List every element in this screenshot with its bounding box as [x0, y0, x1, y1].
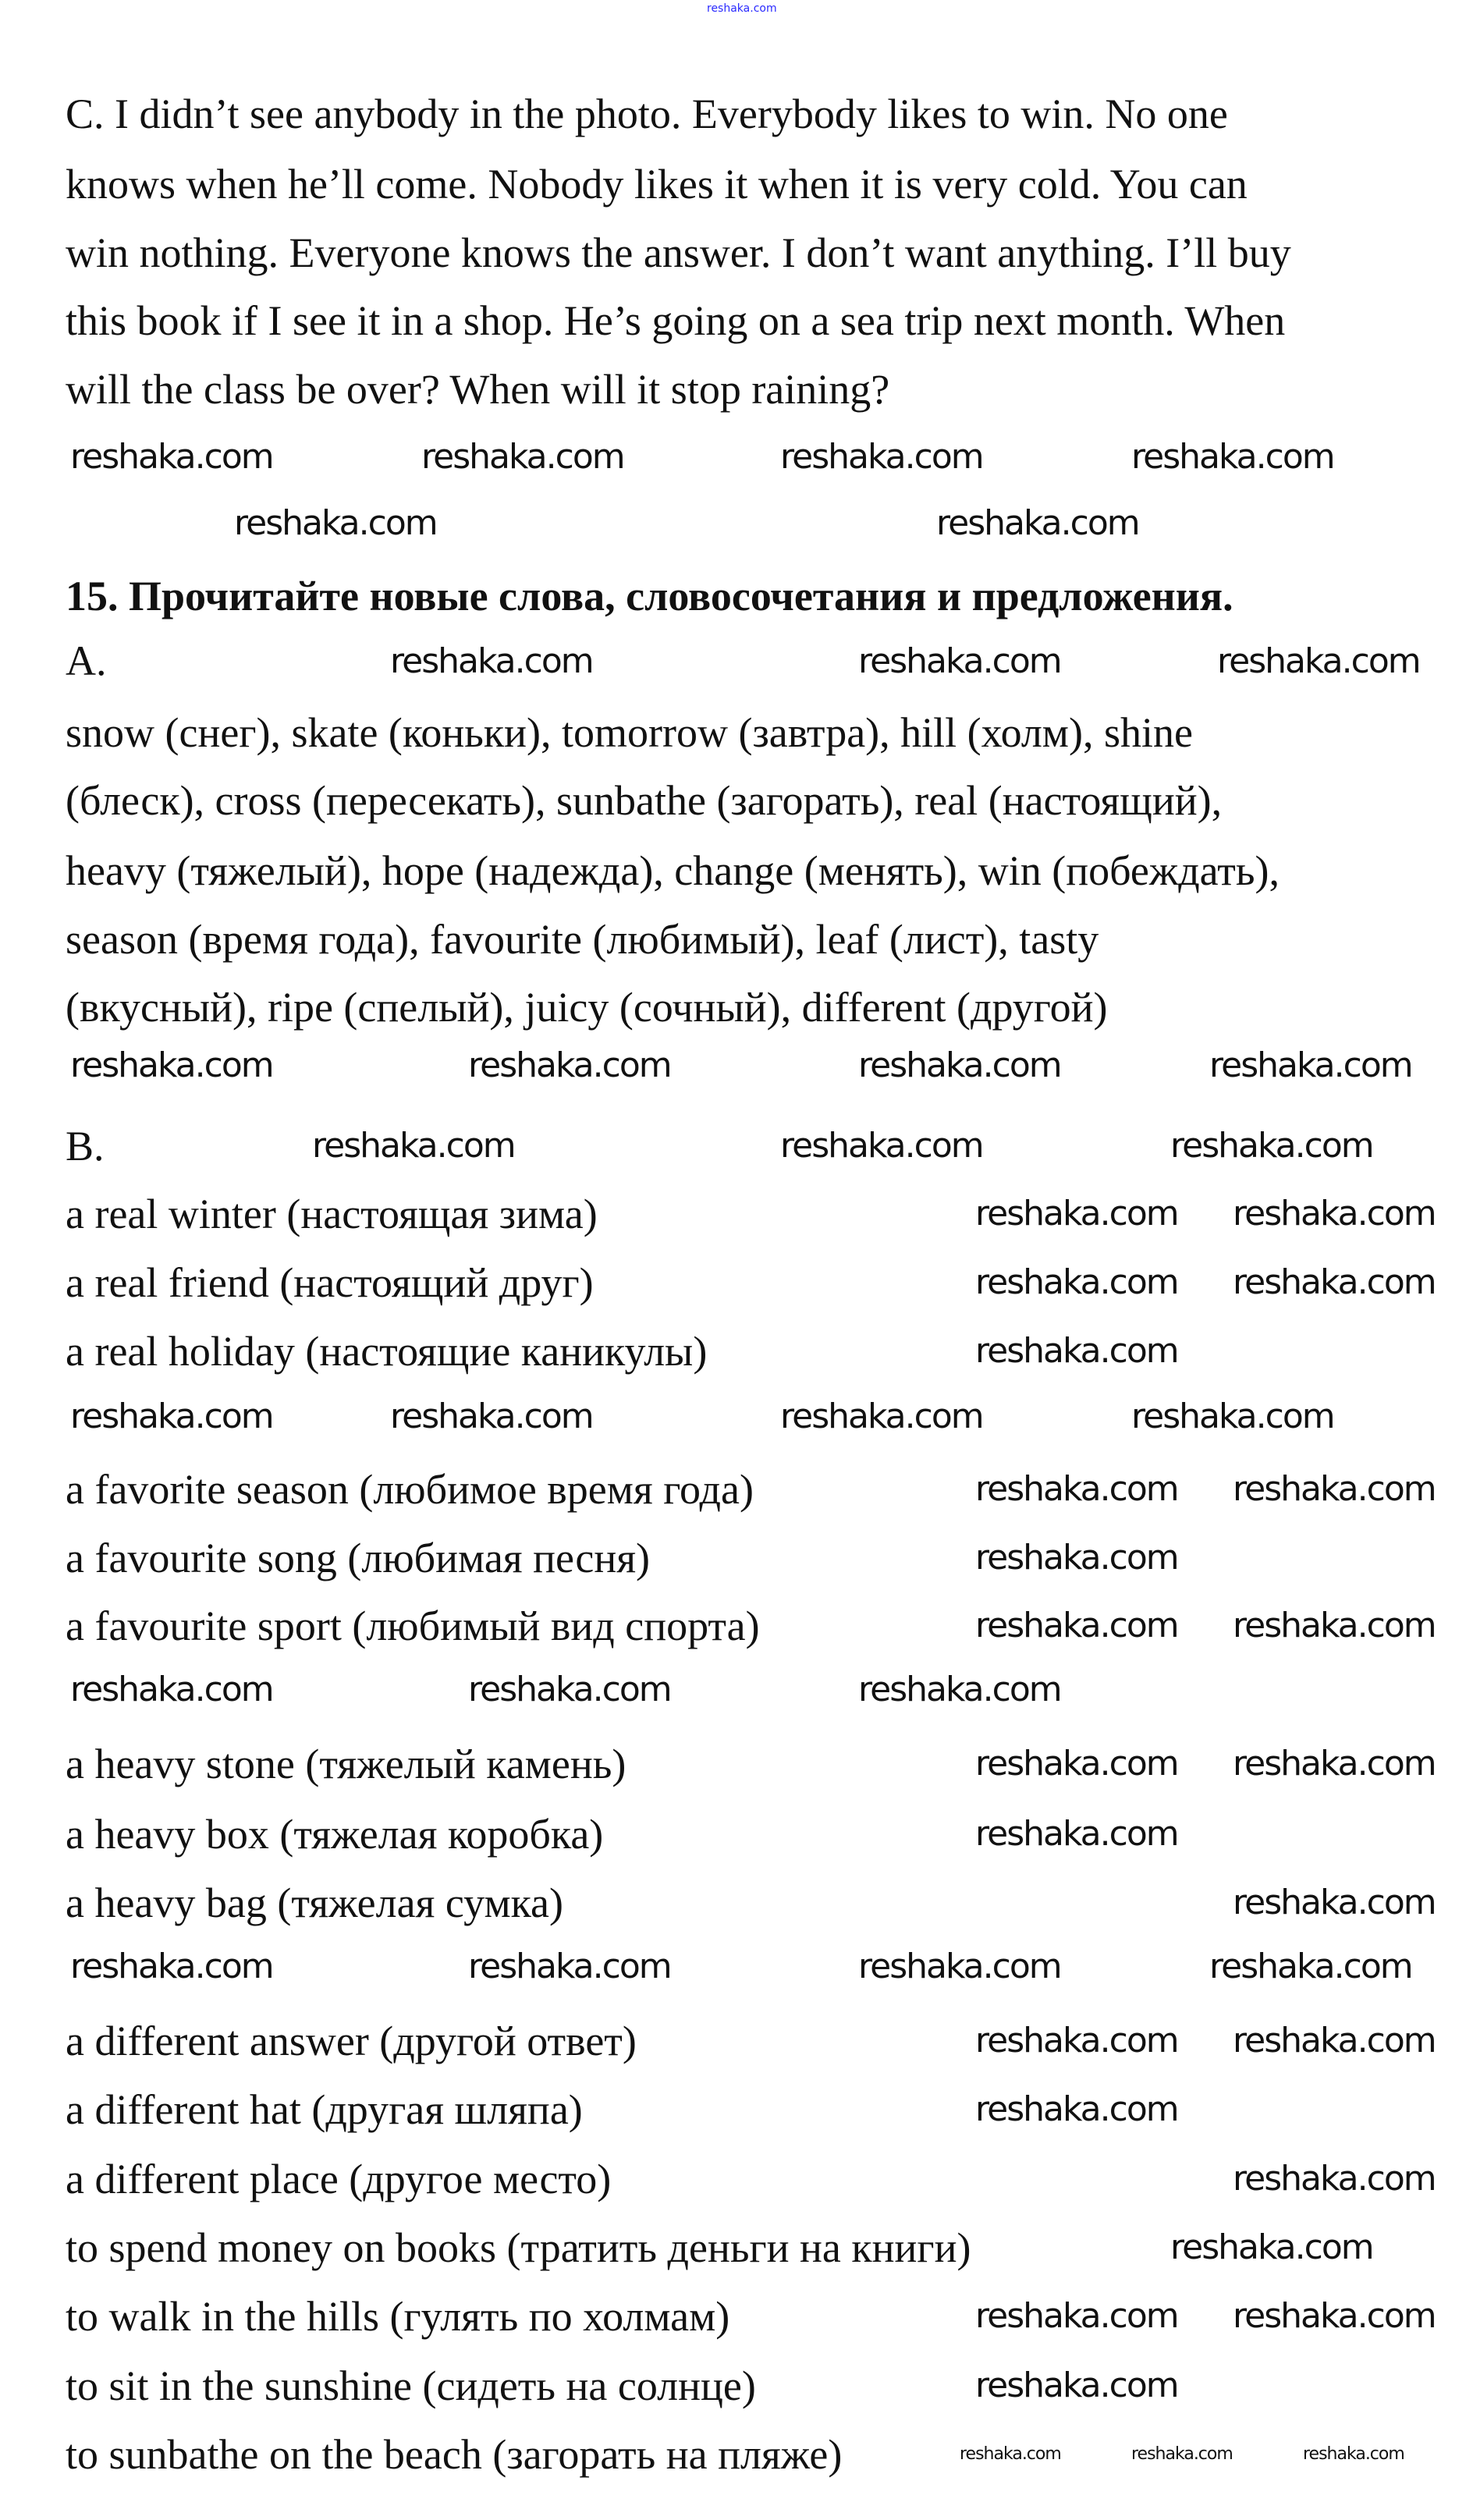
watermark-header: reshaka.com — [707, 2, 777, 15]
watermark: reshaka.com — [1131, 1397, 1334, 1436]
phrase-line: to sit in the sunshine (сидеть на солнце) — [66, 2362, 756, 2409]
watermark: reshaka.com — [960, 2444, 1061, 2464]
watermark: reshaka.com — [975, 1331, 1178, 1371]
watermark: reshaka.com — [1233, 1262, 1436, 1302]
phrase-line: a favourite sport (любимый вид спорта) — [66, 1603, 760, 1649]
watermark: reshaka.com — [858, 1045, 1061, 1085]
watermark: reshaka.com — [1233, 1883, 1436, 1922]
watermark: reshaka.com — [1233, 1194, 1436, 1233]
watermark: reshaka.com — [975, 1194, 1178, 1233]
watermark: reshaka.com — [1170, 2227, 1373, 2267]
phrase-line: a different place (другое место) — [66, 2156, 612, 2202]
watermark: reshaka.com — [975, 1262, 1178, 1302]
watermark: reshaka.com — [390, 641, 593, 681]
phrase-line: a different hat (другая шляпа) — [66, 2086, 583, 2133]
watermark: reshaka.com — [1209, 1947, 1412, 1986]
watermark: reshaka.com — [468, 1045, 671, 1085]
watermark: reshaka.com — [975, 1469, 1178, 1509]
watermark: reshaka.com — [780, 1397, 983, 1436]
watermark: reshaka.com — [1233, 2021, 1436, 2060]
phrase-line: a heavy bag (тяжелая сумка) — [66, 1879, 563, 1926]
watermark: reshaka.com — [780, 1126, 983, 1166]
watermark: reshaka.com — [1233, 1469, 1436, 1509]
vocab-line: heavy (тяжелый), hope (надежда), change (менять), win (побеждать), — [66, 847, 1280, 894]
vocab-line: season (время года), favourite (любимый), leaf (лист), tasty — [66, 916, 1099, 963]
phrase-line: a heavy stone (тяжелый камень) — [66, 1741, 626, 1787]
watermark: reshaka.com — [1217, 641, 1420, 681]
watermark: reshaka.com — [975, 1538, 1178, 1578]
watermark: reshaka.com — [975, 1606, 1178, 1645]
vocab-line: snow (снег), skate (коньки), tomorrow (завтра), hill (холм), shine — [66, 709, 1193, 756]
watermark: reshaka.com — [858, 1947, 1061, 1986]
watermark: reshaka.com — [975, 2021, 1178, 2060]
phrase-line: a real winter (настоящая зима) — [66, 1191, 598, 1237]
text-line: win nothing. Everyone knows the answer. I don’t want anything. I’ll buy — [66, 229, 1291, 276]
watermark: reshaka.com — [1233, 1606, 1436, 1645]
watermark: reshaka.com — [936, 503, 1139, 543]
watermark: reshaka.com — [70, 1947, 273, 1986]
phrase-line: a different answer (другой ответ) — [66, 2018, 637, 2064]
watermark: reshaka.com — [70, 1045, 273, 1085]
watermark: reshaka.com — [70, 1670, 273, 1709]
phrase-line: a real holiday (настоящие каникулы) — [66, 1328, 708, 1375]
part-b-label: B. — [66, 1123, 105, 1169]
watermark: reshaka.com — [468, 1947, 671, 1986]
watermark: reshaka.com — [70, 1397, 273, 1436]
watermark: reshaka.com — [858, 1670, 1061, 1709]
watermark: reshaka.com — [468, 1670, 671, 1709]
watermark: reshaka.com — [421, 437, 624, 477]
vocab-line: (вкусный), ripe (спелый), juicy (сочный), different (другой) — [66, 984, 1108, 1031]
text-line: will the class be over? When will it stop raining? — [66, 366, 890, 413]
watermark: reshaka.com — [975, 1744, 1178, 1784]
watermark: reshaka.com — [390, 1397, 593, 1436]
watermark: reshaka.com — [1233, 2159, 1436, 2199]
text-line: knows when he’ll come. Nobody likes it when it is very cold. You can — [66, 161, 1248, 208]
phrase-line: to walk in the hills (гулять по холмам) — [66, 2293, 730, 2340]
phrase-line: a heavy box (тяжелая коробка) — [66, 1811, 604, 1858]
watermark: reshaka.com — [975, 2296, 1178, 2336]
watermark: reshaka.com — [975, 2089, 1178, 2129]
phrase-line: a real friend (настоящий друг) — [66, 1259, 594, 1306]
vocab-line: (блеск), cross (пересекать), sunbathe (загорать), real (настоящий), — [66, 777, 1223, 824]
watermark: reshaka.com — [234, 503, 437, 543]
text-line: this book if I see it in a shop. He’s going on a sea trip next month. When — [66, 297, 1286, 344]
watermark: reshaka.com — [780, 437, 983, 477]
watermark: reshaka.com — [1303, 2444, 1404, 2464]
watermark: reshaka.com — [1131, 2444, 1233, 2464]
phrase-line: to sunbathe on the beach (загорать на пляже) — [66, 2431, 843, 2478]
part-a-label: A. — [66, 637, 107, 684]
text-line: C. I didn’t see anybody in the photo. Everybody likes to win. No one — [66, 91, 1228, 137]
watermark: reshaka.com — [975, 1814, 1178, 1854]
watermark: reshaka.com — [312, 1126, 515, 1166]
watermark: reshaka.com — [70, 437, 273, 477]
watermark: reshaka.com — [1233, 1744, 1436, 1784]
watermark: reshaka.com — [1233, 2296, 1436, 2336]
phrase-line: to spend money on books (тратить деньги на книги) — [66, 2224, 971, 2271]
exercise-heading: 15. Прочитайте новые слова, словосочетания и предложения. — [66, 573, 1233, 619]
phrase-line: a favorite season (любимое время года) — [66, 1466, 754, 1513]
watermark: reshaka.com — [858, 641, 1061, 681]
watermark: reshaka.com — [1131, 437, 1334, 477]
watermark: reshaka.com — [1209, 1045, 1412, 1085]
watermark: reshaka.com — [1170, 1126, 1373, 1166]
watermark: reshaka.com — [975, 2366, 1178, 2405]
phrase-line: a favourite song (любимая песня) — [66, 1535, 651, 1581]
